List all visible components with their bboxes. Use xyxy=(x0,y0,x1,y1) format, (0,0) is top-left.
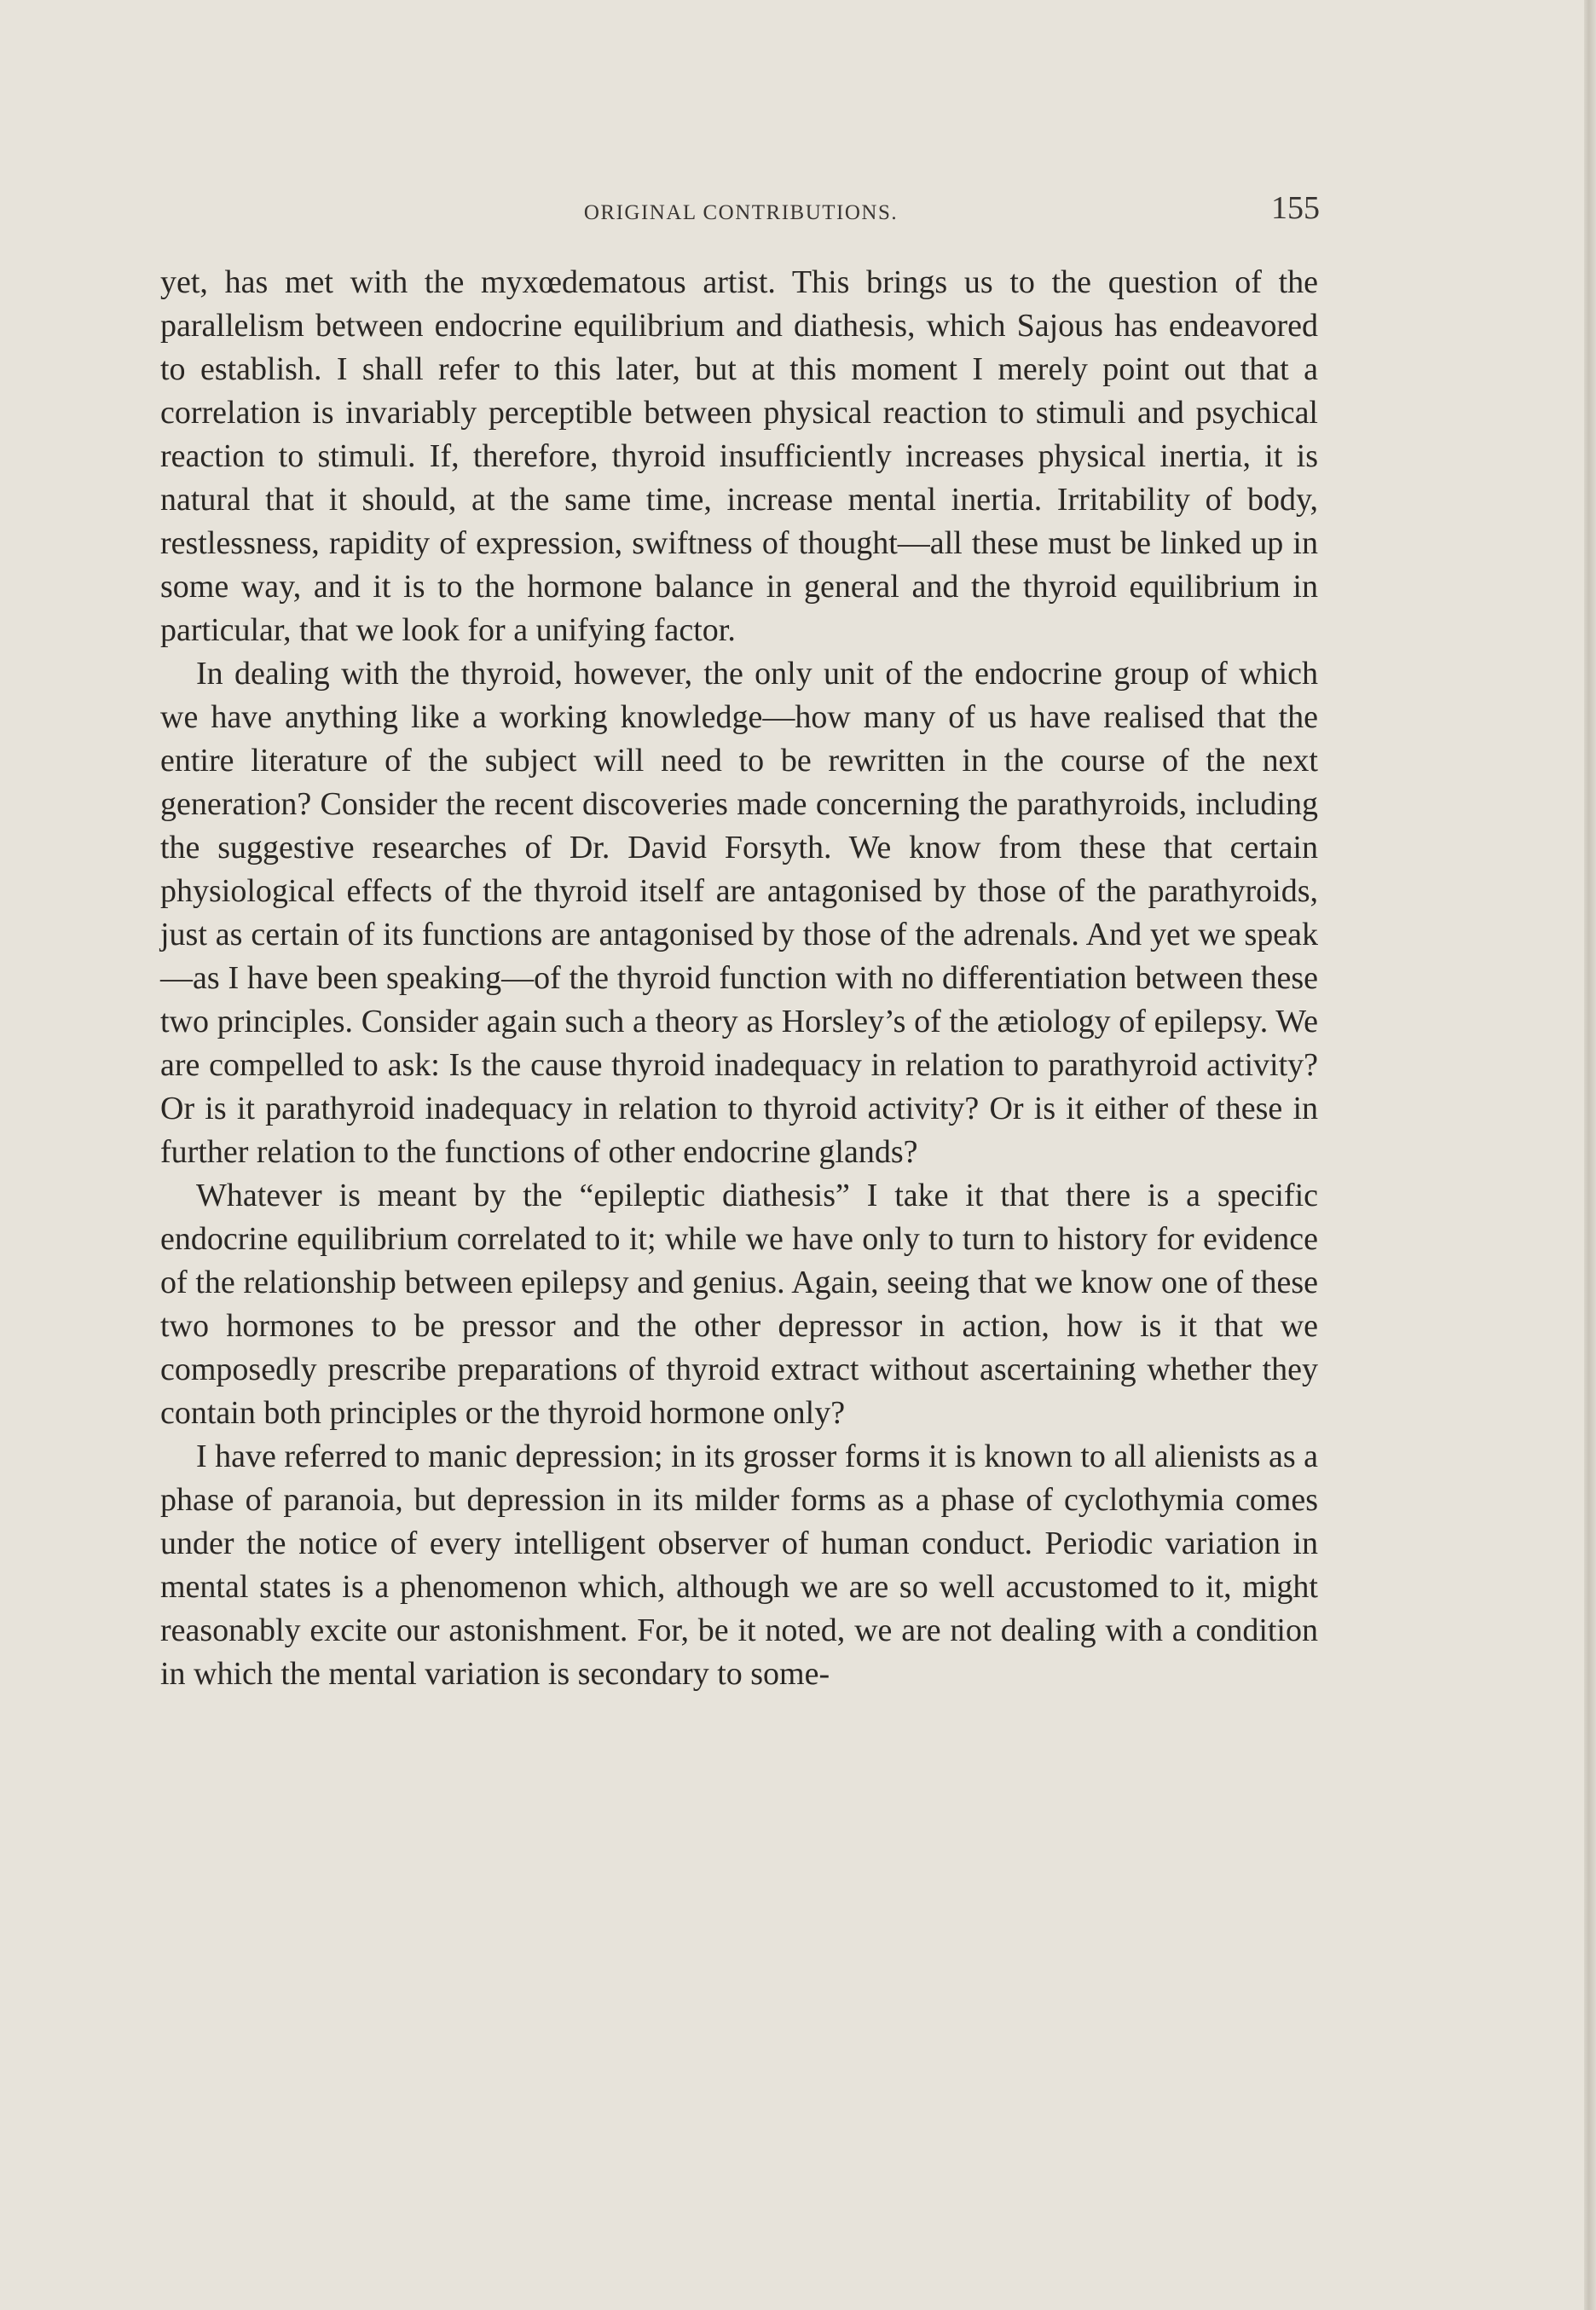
body-text xyxy=(160,261,1318,1696)
running-head xyxy=(162,189,1320,234)
paragraph-4: I have referred to manic depression; in its grosser forms it is known to all alienists as a phase of paranoia, but depression in its milder forms as a phase of cyclothymia comes under the notice of every intelligent observer of human conduct. Periodic variation in mental states is a phenomenon which, although we are so well accustomed to it, might reasonably excite our astonishment. For, be it noted, we are not dealing with a condition in which the mental variation is secondary to some- xyxy=(160,1439,1318,1692)
paragraph-1: yet, has met with the myxœdematous artist. This brings us to the question of the parallelism between endocrine equilibrium and diathesis, which Sajous has endeavored to establish. I shall refer to this later, but at this moment I merely point out that a correlation is invariably perceptible between physical reaction to stimuli and psychical reaction to stimuli. If, therefore, thyroid insufficiently increases physical inertia, it is natural that it should, at the same time, increase mental inertia. Irritability of body, restlessness, rapidity of expression, swiftness of thought—all these must be linked up in some way, and it is to the hormone balance in general and the thyroid equilibrium in particular, that we look for a unifying factor. xyxy=(160,264,1318,648)
paragraph-2: In dealing with the thyroid, however, the only unit of the endocrine group of which we have anything like a working knowledge—how many of us have realised that the entire literature of the subject will need to be rewritten in the course of the next generation? Consider the recent discoveries made concerning the parathyroids, including the suggestive researches of Dr. David Forsyth. We know from these that certain physiological effects of the thyroid itself are antagonised by those of the parathyroids, just as certain of its functions are antagonised by those of the adrenals. And yet we speak—as I have been speaking—of the thyroid function with no differentiation between these two principles. Consider again such a theory as Horsley’s of the ætiology of epilepsy. We are compelled to ask: Is the cause thyroid inadequacy in relation to parathyroid activity? Or is it parathyroid inadequacy in relation to thyroid activity? Or is it either of these in further relation to the functions of other endocrine glands? xyxy=(160,656,1318,1170)
page-edge xyxy=(1584,0,1596,2310)
running-title: ORIGINAL CONTRIBUTIONS. xyxy=(583,201,899,224)
paragraph-3: Whatever is meant by the “epileptic diathesis” I take it that there is a specific endocrine equilibrium correlated to it; while we have only to turn to history for evidence of the relationship between epilepsy and genius. Again, seeing that we know one of these two hormones to be pressor and the other depressor in action, how is it that we composedly prescribe preparations of thyroid extract without ascertaining whether they contain both principles or the thyroid hormone only? xyxy=(160,1178,1318,1431)
page-number: 155 xyxy=(1271,190,1320,226)
